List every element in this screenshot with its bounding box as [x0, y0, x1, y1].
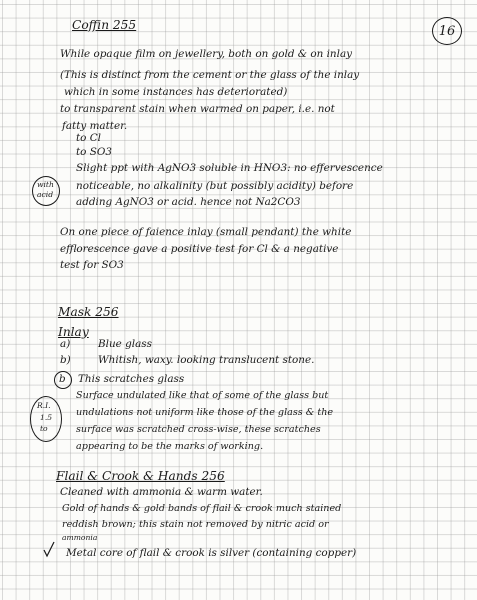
section-heading-mask: Mask 256: [58, 305, 119, 319]
note-line: On one piece of faience inlay (small pendant) the white: [60, 226, 352, 238]
note-line: Gold of hands & gold bands of flail & crook much stained: [62, 503, 342, 514]
item-marker: b): [60, 354, 71, 366]
section-heading-flail-crook: Flail & Crook & Hands 256: [56, 469, 225, 483]
note-line: test for SO3: [60, 259, 124, 271]
note-line: reddish brown; this stain not removed by nitric acid or: [62, 519, 329, 530]
note-line: Surface undulated like that of some of the glass but: [76, 390, 329, 401]
margin-note-line: 1.5: [40, 413, 53, 422]
subheading-inlay: Inlay: [58, 325, 89, 339]
note-line: noticeable, no alkalinity (but possibly acidity) before: [76, 180, 354, 192]
note-line: to SO3: [76, 146, 112, 158]
page-number: 16: [432, 17, 462, 45]
item-text: Whitish, waxy. looking translucent stone.: [98, 354, 315, 366]
note-line: Slight ppt with AgNO3 soluble in HNO3: no effervescence: [76, 162, 383, 174]
note-line: This scratches glass: [78, 373, 185, 385]
note-line: Cleaned with ammonia & warm water.: [60, 486, 263, 498]
margin-note-line: to: [40, 424, 48, 433]
note-line: to transparent stain when warmed on paper, i.e. not: [60, 103, 335, 115]
note-line: to Cl: [76, 132, 102, 144]
note-line: appearing to be the marks of working.: [76, 441, 264, 452]
note-line: fatty matter.: [62, 120, 128, 132]
note-line: While opaque film on jewellery, both on gold & on inlay: [60, 48, 353, 60]
note-marker: b: [59, 373, 66, 385]
note-line: undulations not uniform like those of the glass & the: [76, 407, 334, 418]
margin-note-line: acid: [37, 190, 54, 199]
note-line: adding AgNO3 or acid. hence not Na2CO3: [76, 196, 301, 208]
note-line: surface was scratched cross-wise, these scratches: [76, 424, 321, 435]
checkmark-icon: [42, 540, 56, 558]
item-text: Blue glass: [98, 338, 152, 350]
item-marker: a): [60, 338, 71, 350]
note-line-insert: ammonia: [62, 533, 98, 542]
note-line: efflorescence gave a positive test for Cl & a negative: [60, 243, 339, 255]
margin-note-line: R.I.: [37, 401, 51, 410]
note-line: Metal core of flail & crook is silver (containing copper): [66, 547, 357, 559]
note-line: (This is distinct from the cement or the glass of the inlay: [60, 69, 360, 81]
note-line: which in some instances has deteriorated): [64, 86, 288, 98]
section-heading-coffin: Coffin 255: [72, 18, 137, 32]
margin-note-line: with: [37, 180, 54, 189]
